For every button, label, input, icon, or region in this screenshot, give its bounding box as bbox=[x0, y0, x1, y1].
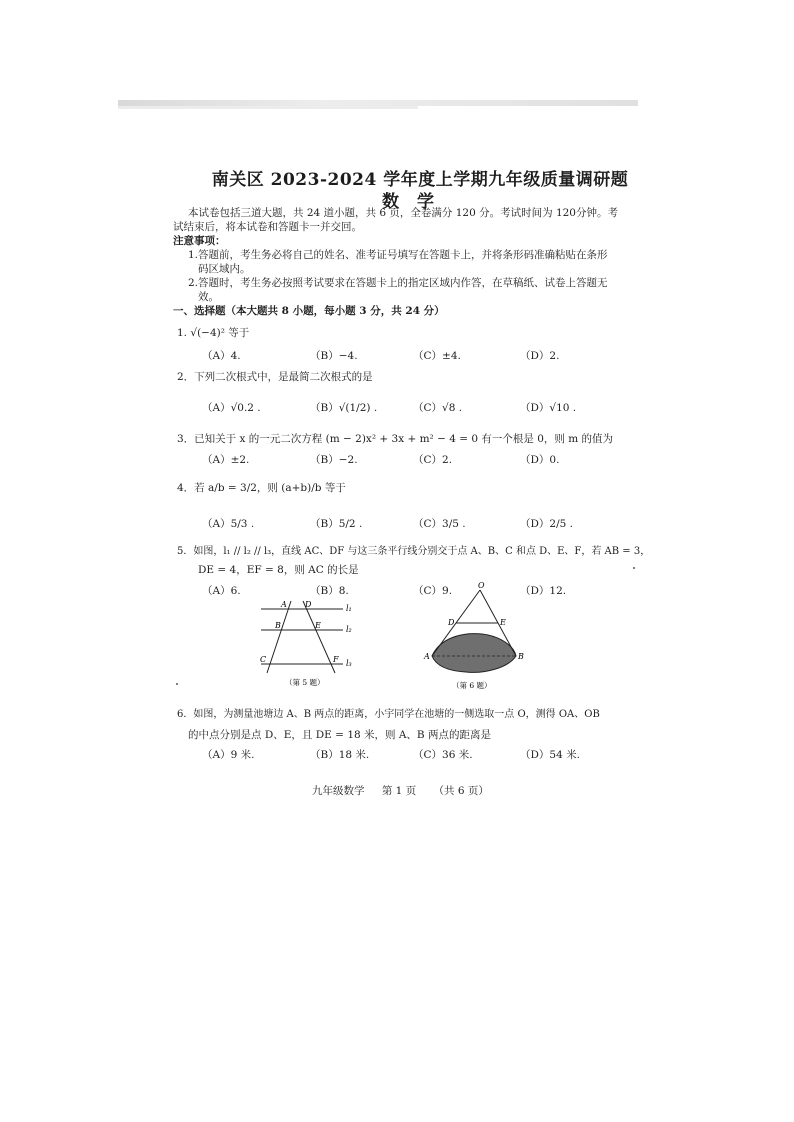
option-c: （C）9. bbox=[413, 585, 453, 597]
figure-5-parallel-lines bbox=[255, 597, 365, 689]
question-4: 4．若 a/b = 3/2，则 (a+b)/b 等于 bbox=[177, 482, 346, 494]
note-item: 1.答题前，考生务必将自己的姓名、准考证号填写在答题卡上，并将条形码准确粘贴在条形 bbox=[188, 249, 608, 261]
exam-subject: 数学 bbox=[382, 192, 452, 212]
question-1 bbox=[177, 325, 249, 340]
question-3: 3．已知关于 x 的一元二次方程 (m − 2)x² + 3x + m² − 4 = 0 有一个根是 0，则 m 的值为 bbox=[177, 433, 614, 445]
notes-heading: 注意事项： bbox=[173, 235, 226, 247]
option-d: （D）0. bbox=[520, 454, 560, 466]
option-a: （A）6. bbox=[202, 585, 241, 597]
option-d: （D）2/5 . bbox=[520, 518, 573, 530]
label-o: O bbox=[478, 582, 485, 590]
question-number: 1. bbox=[177, 327, 188, 339]
option-c: （C）3/5 . bbox=[413, 518, 466, 530]
option-b: （B）−4. bbox=[310, 350, 358, 362]
question-text: 等于 bbox=[228, 327, 250, 339]
label-b: B bbox=[275, 621, 281, 630]
option-d: （D）√10 . bbox=[520, 402, 577, 414]
option-a: （A）±2. bbox=[202, 454, 250, 466]
label-l1: l₁ bbox=[346, 604, 352, 613]
option-c: （C）±4. bbox=[413, 350, 461, 362]
option-b: （B）18 米. bbox=[310, 749, 370, 761]
label-a: A bbox=[424, 652, 430, 661]
option-c: （C）√8 . bbox=[413, 402, 463, 414]
label-l3: l₃ bbox=[346, 659, 352, 668]
figure-5-caption: （第 5 题） bbox=[285, 678, 325, 687]
note-item: 2.答题时，考生务必按照考试要求在答题卡上的指定区域内作答，在草稿纸、试卷上答题无 bbox=[188, 277, 608, 289]
note-item: 效。 bbox=[198, 291, 219, 303]
option-a: （A）9 米. bbox=[202, 749, 255, 761]
line-ac bbox=[267, 601, 291, 673]
label-c: C bbox=[260, 655, 267, 664]
option-d: （D）54 米. bbox=[520, 749, 580, 761]
figure-6-caption: （第 6 题） bbox=[452, 681, 492, 690]
question-6: 6．如图，为测量池塘边 A、B 两点的距离，小宇同学在池塘的一侧选取一点 O，测得 OA、OB bbox=[177, 709, 600, 720]
intro-line: 本试卷包括三道大题，共 24 道小题，共 6 页，全卷满分 120 分。考试时间为 120分钟。考 bbox=[188, 207, 618, 219]
exam-title: 南关区 2023-2024 学年度上学期九年级质量调研题 bbox=[211, 170, 629, 190]
label-a: A bbox=[281, 600, 287, 609]
option-a: （A）√0.2 . bbox=[202, 402, 261, 414]
option-b: （B）−2. bbox=[310, 454, 358, 466]
question-5: DE = 4，EF = 8，则 AC 的长是 bbox=[198, 564, 359, 576]
option-b: （B）5/2 . bbox=[310, 518, 363, 530]
footer-total: （共 6 页） bbox=[433, 785, 489, 797]
label-l2: l₂ bbox=[346, 625, 352, 634]
scan-shadow bbox=[118, 106, 418, 109]
exam-page bbox=[160, 150, 651, 800]
label-f: F bbox=[333, 655, 339, 664]
question-5: 5．如图，l₁ // l₂ // l₃，直线 AC、DF 与这三条平行线分别交于点 A、B、C 和点 D、E、F，若 AB = 3， bbox=[177, 546, 651, 557]
label-d: D bbox=[305, 600, 312, 609]
option-c: （C）2. bbox=[413, 454, 453, 466]
scan-speck bbox=[176, 683, 178, 685]
option-a: （A）4. bbox=[202, 350, 241, 362]
scan-speck bbox=[633, 567, 635, 569]
line-df bbox=[303, 601, 335, 673]
math-expression: √(−4)² bbox=[190, 327, 225, 339]
question-6: 的中点分别是点 D、E，且 DE = 18 米，则 A、B 两点的距离是 bbox=[188, 729, 491, 741]
option-b: （B）√(1/2) . bbox=[310, 402, 378, 414]
label-b: B bbox=[518, 652, 524, 661]
label-e: E bbox=[315, 621, 321, 630]
label-e: E bbox=[500, 618, 506, 627]
option-d: （D）12. bbox=[520, 585, 567, 597]
question-2: 2．下列二次根式中，是最简二次根式的是 bbox=[177, 371, 373, 383]
option-c: （C）36 米. bbox=[413, 749, 473, 761]
label-d: D bbox=[448, 618, 455, 627]
footer-page: 第 1 页 bbox=[381, 785, 417, 797]
section-heading: 一、选择题（本大题共 8 小题，每小题 3 分，共 24 分） bbox=[173, 305, 445, 317]
intro-line: 试结束后，将本试卷和答题卡一并交回。 bbox=[173, 221, 362, 233]
page-footer bbox=[312, 783, 503, 798]
option-b: （B）8. bbox=[310, 585, 349, 597]
footer-grade: 九年级数学 bbox=[312, 785, 365, 797]
note-item: 码区域内。 bbox=[198, 263, 251, 275]
figure-6-pond bbox=[422, 582, 532, 694]
option-d: （D）2. bbox=[520, 350, 560, 362]
option-a: （A）5/3 . bbox=[202, 518, 255, 530]
